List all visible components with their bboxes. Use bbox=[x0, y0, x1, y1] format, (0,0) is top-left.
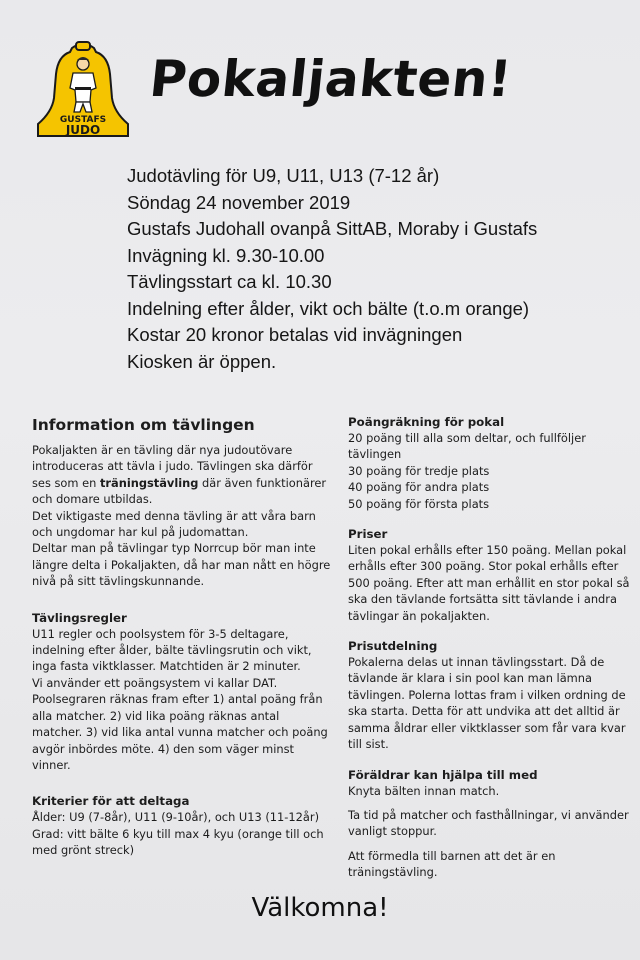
criteria-paragraph: Ålder: U9 (7-8år), U11 (9-10år), och U13 (11-12år) bbox=[32, 810, 320, 825]
points-heading: Poängräkning för pokal bbox=[348, 415, 505, 429]
intro-line: Söndag 24 november 2019 bbox=[127, 191, 351, 213]
page-title: Pokaljakten! bbox=[146, 50, 515, 108]
parents-heading: Föräldrar kan hjälpa till med bbox=[348, 767, 538, 782]
info-bold-text: träningstävling bbox=[99, 475, 199, 490]
welcome-text: Välkomna! bbox=[251, 893, 389, 923]
intro-line: Indelning efter ålder, vikt och bälte (t.o.m orange) bbox=[127, 297, 530, 319]
intro-line: Kostar 20 kronor betalas vid invägningen bbox=[127, 324, 463, 345]
prizes-paragraph: Liten pokal erhålls efter 150 poäng. Mellan pokal erhålls efter 300 poäng. Stor pokal erhålls efter 500 poäng. Efter att man erhållit en stor pokal så ska den tävlande fortsätta sitt tävlande i andra tävlingar än pokaljakten. bbox=[348, 543, 630, 623]
right-column bbox=[348, 414, 640, 881]
info-text: där även funktionärer och domare utbildas. bbox=[32, 475, 327, 507]
intro-line: Gustafs Judohall ovanpå SittAB, Moraby i Gustafs bbox=[127, 218, 538, 239]
bell-icon bbox=[36, 40, 130, 144]
info-heading: Information om tävlingen bbox=[32, 416, 255, 434]
parents-paragraph: Att förmedla till barnen att det är en träningstävling. bbox=[348, 848, 556, 880]
criteria-heading: Kriterier för att deltaga bbox=[32, 794, 190, 809]
intro-list bbox=[127, 163, 537, 375]
rules-heading: Tävlingsregler bbox=[32, 610, 127, 625]
logo-line2: JUDO bbox=[65, 123, 101, 137]
info-paragraph: Deltar man på tävlingar typ Norrcup bör man inte längre delta i Pokaljakten, då har man nått en högre nivå på sitt tävlingskunnande. bbox=[32, 541, 331, 589]
intro-line: Tävlingsstart ca kl. 10.30 bbox=[127, 271, 332, 292]
points-item: 50 poäng för första plats bbox=[348, 496, 490, 511]
left-column bbox=[32, 414, 332, 859]
intro-line: Judotävling för U9, U11, U13 (7-12 år) bbox=[127, 165, 440, 186]
points-item: 20 poäng till alla som deltar, och fullföljer tävlingen bbox=[348, 431, 586, 462]
parents-paragraph: Knyta bälten innan match. bbox=[348, 783, 500, 798]
info-paragraph bbox=[32, 442, 332, 508]
info-text: Pokaljakten är en tävling där nya judoutövare introduceras att tävla i judo. Tävlingen ska därför ses som en bbox=[32, 443, 313, 490]
prizes-heading: Priser bbox=[348, 527, 388, 542]
rules-paragraph: U11 regler och poolsystem för 3-5 deltagare, indelning efter ålder, bälte tävlingsrutin och vikt, inga fasta viktklasser. Matchtiden är 2 minuter. bbox=[32, 626, 312, 674]
points-item: 40 poäng för andra plats bbox=[348, 480, 490, 495]
parents-paragraph: Ta tid på matcher och fasthållningar, vi använder vanligt stoppur. bbox=[348, 807, 629, 839]
intro-line: Kiosken är öppen. bbox=[127, 350, 277, 372]
intro-line: Invägning kl. 9.30-10.00 bbox=[127, 244, 325, 266]
gustafs-judo-logo bbox=[36, 40, 130, 144]
rules-paragraph: Vi använder ett poängsystem vi kallar DAT. Poolsegraren räknas fram efter 1) antal poäng från alla matcher. 2) vid lika poäng räknas antal matcher. 3) vid lika antal vunna matcher och poäng avgör inbördes möte. 4) den som väger minst vinner. bbox=[32, 675, 328, 772]
ceremony-heading: Prisutdelning bbox=[348, 639, 438, 654]
ceremony-paragraph: Pokalerna delas ut innan tävlingsstart. Då de tävlande är klara i sin pool kan man lämna tävlingen. Polerna lottas fram i vilken ordning de ska starta. Detta för att undvika att det alltid är samma åldrar eller viktklasser som får vara kvar till sist. bbox=[348, 655, 626, 752]
logo-line1: GUSTAFS bbox=[59, 115, 107, 125]
info-paragraph: Det viktigaste med denna tävling är att våra barn och ungdomar har kul på judomattan. bbox=[32, 508, 316, 540]
criteria-paragraph: Grad: vitt bälte 6 kyu till max 4 kyu (orange till och med grönt streck) bbox=[32, 826, 324, 858]
points-item: 30 poäng för tredje plats bbox=[348, 463, 490, 478]
